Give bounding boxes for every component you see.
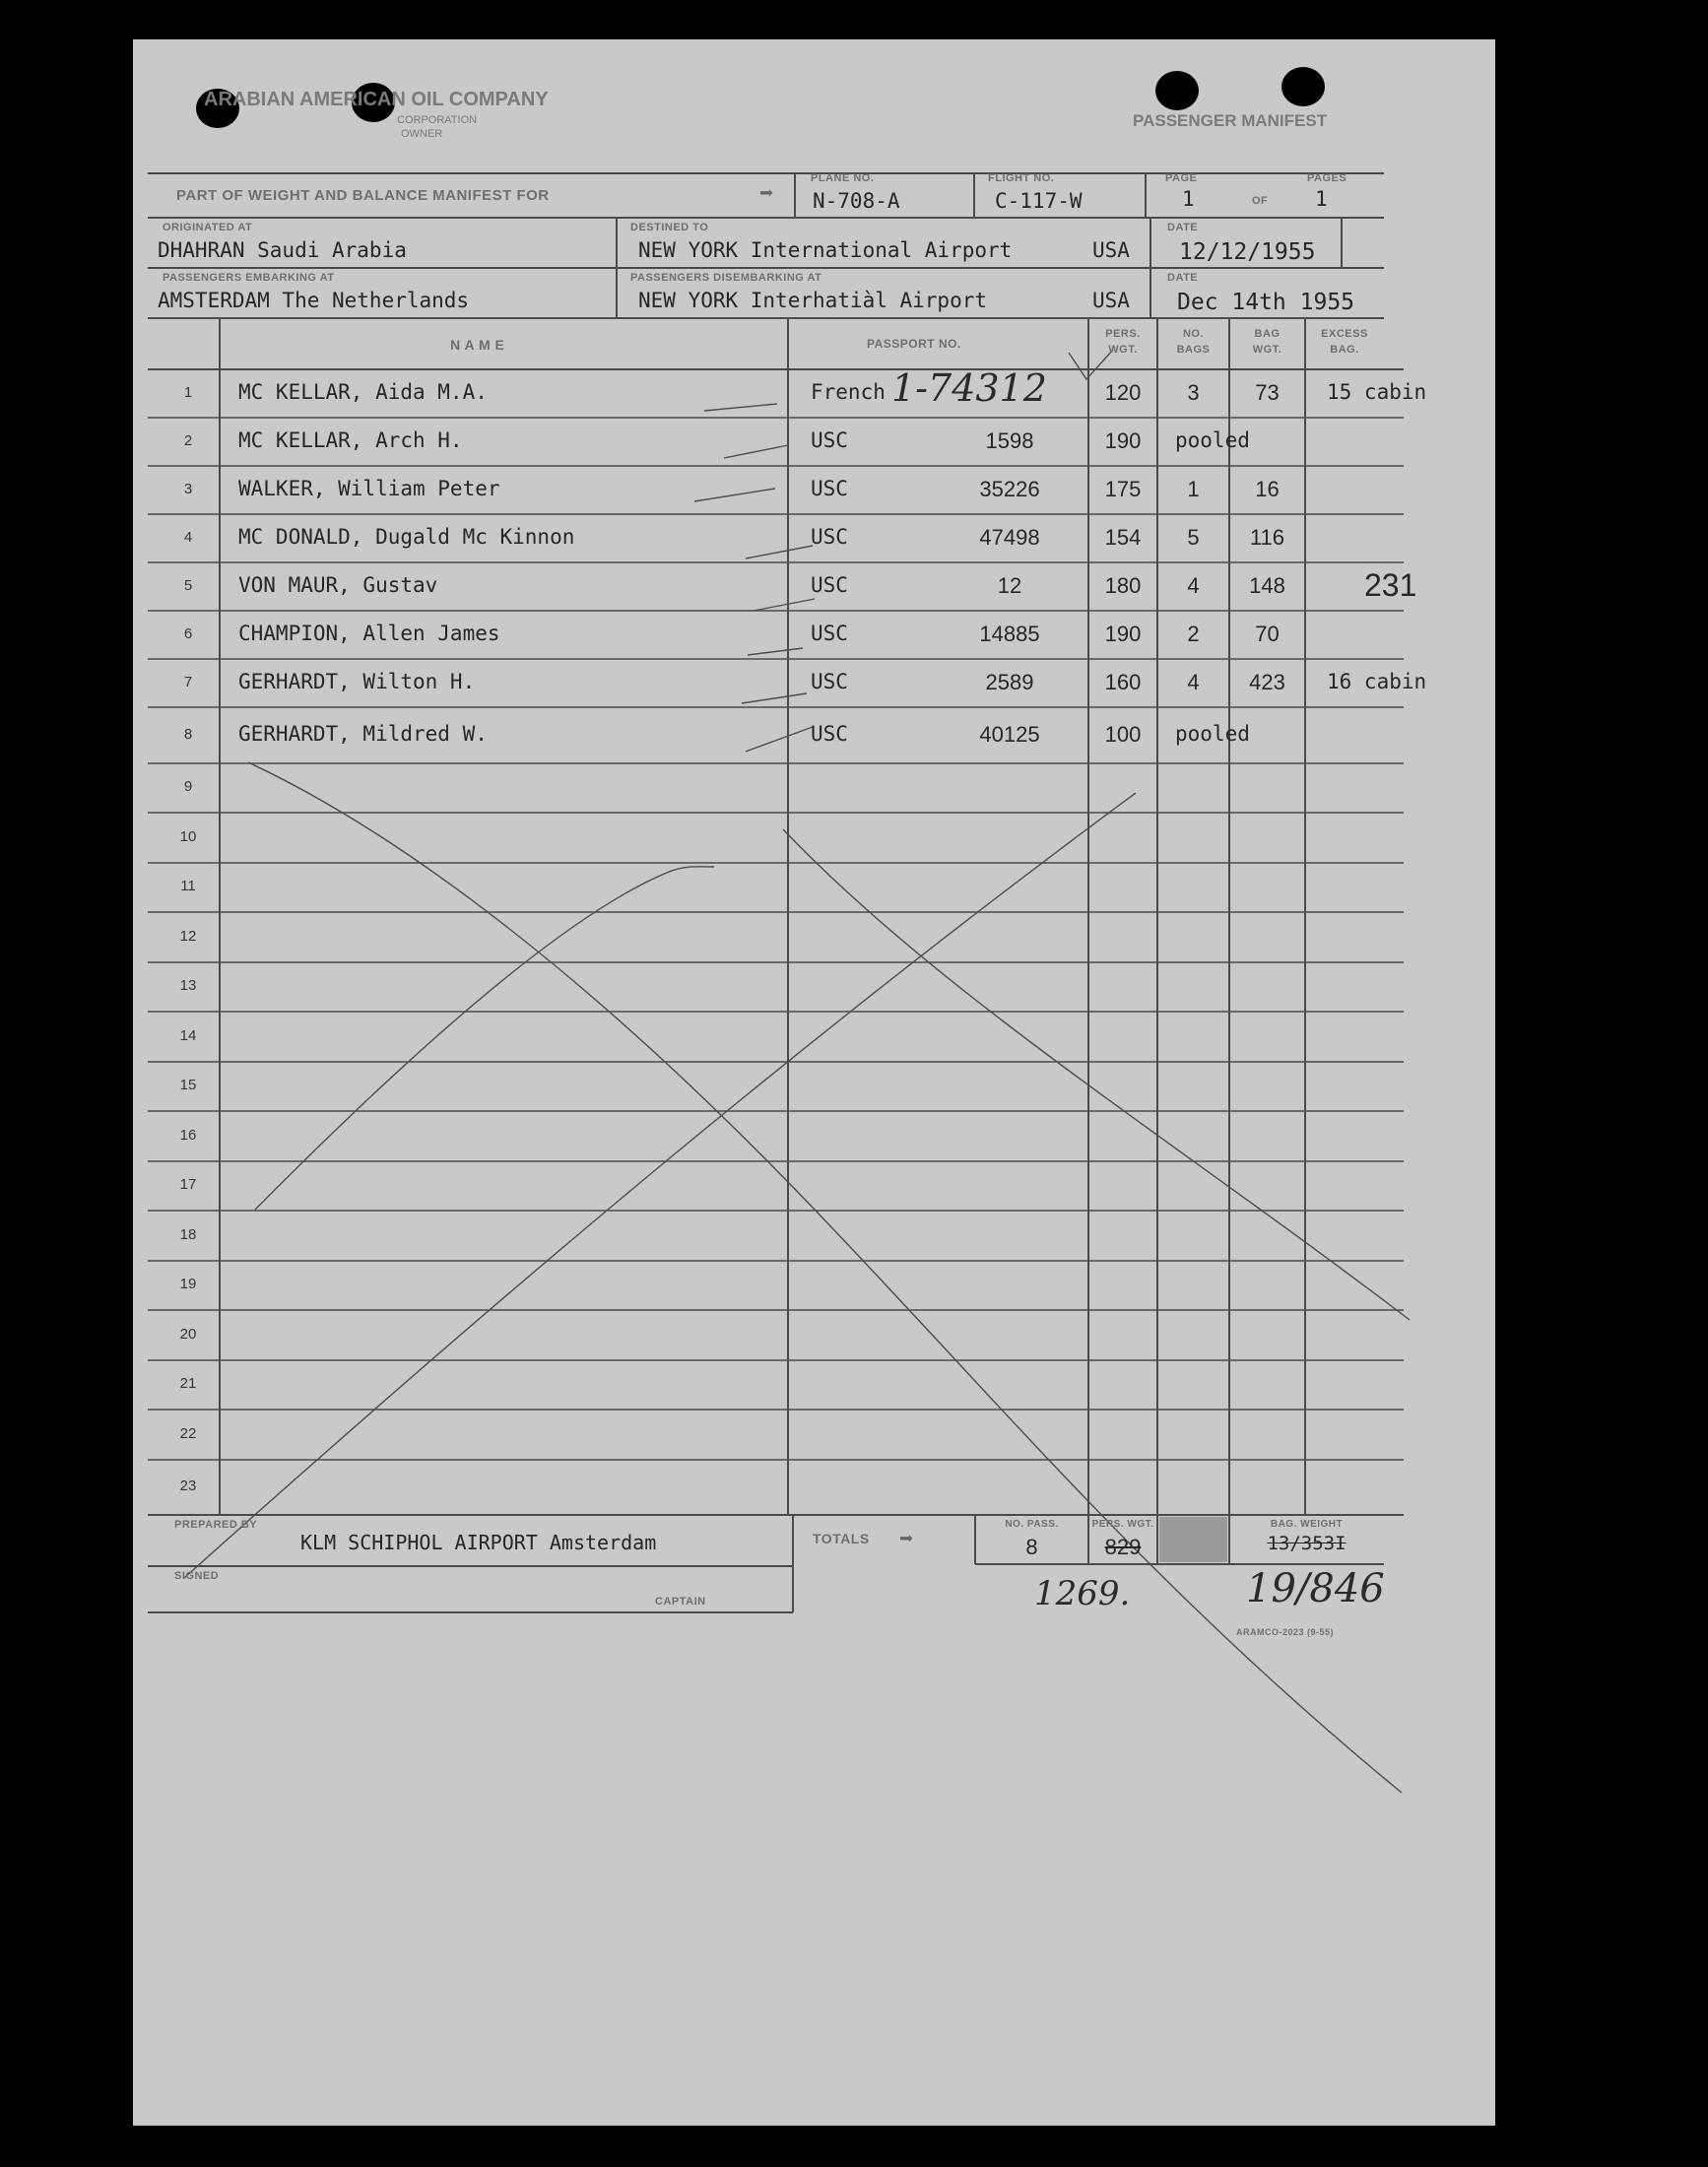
totals-label: TOTALS [813,1531,870,1546]
passenger-name: CHAMPION, Allen James [238,621,500,645]
row-number: 6 [183,624,193,642]
page-number: 1 [1182,187,1195,211]
personal-weight: 120 [1104,379,1142,405]
nationality: USC [811,621,848,645]
document-title: PASSENGER MANIFEST [1133,111,1328,130]
page-label: PAGE [1165,172,1198,184]
bag-count: 5 [1187,524,1200,550]
nationality: French [811,379,886,404]
part-of-label: PART OF WEIGHT AND BALANCE MANIFEST FOR [176,187,550,204]
passport-number: 1-74312 [891,365,1047,410]
personal-weight: 154 [1104,524,1142,550]
excess-baggage: 15 cabin [1327,379,1427,404]
row-number: 17 [179,1176,197,1193]
disembarking-country: USA [1092,289,1130,312]
passenger-name: GERHARDT, Mildred W. [238,721,488,746]
personal-weight: 190 [1104,621,1142,646]
col-no-bags-header-1: NO. [1182,328,1205,340]
row-number: 12 [179,927,197,945]
row-number: 22 [179,1424,197,1442]
of-label: OF [1252,195,1269,207]
bag-count: 4 [1187,572,1200,598]
row-number: 3 [183,480,193,497]
bag-weight: 423 [1249,669,1285,694]
company-name: ARABIAN AMERICAN OIL COMPANY [204,89,549,110]
destined-country: USA [1092,238,1130,262]
pers-wgt-label: PERS. WGT. [1091,1519,1154,1530]
pages-count: 1 [1315,187,1328,211]
passenger-name: MC DONALD, Dugald Mc Kinnon [238,524,575,549]
row-number: 4 [183,528,193,546]
nationality: USC [811,427,848,452]
passport-number: 40125 [979,721,1040,747]
bag-count: 2 [1187,621,1200,646]
disembarking-value: NEW YORK Interhatiàl Airport [638,289,988,312]
pooled-note: pooled [1175,427,1250,452]
date-value: 12/12/1955 [1179,239,1316,265]
col-excess-header-2: BAG. [1330,344,1359,356]
personal-weight: 190 [1104,427,1142,453]
destined-label: DESTINED TO [630,222,709,233]
bag-count: 1 [1187,476,1200,501]
passenger-name: MC KELLAR, Aida M.A. [238,379,488,404]
flight-no: C-117-W [995,189,1083,213]
row-number: 15 [179,1077,197,1093]
col-name-header: N A M E [450,337,505,353]
bag-weight: 70 [1255,621,1280,646]
passenger-name: WALKER, William Peter [238,476,500,500]
pooled-note: pooled [1175,721,1250,746]
row-number: 10 [179,827,197,845]
originated-value: DHAHRAN Saudi Arabia [158,238,407,262]
row-number: 13 [179,977,197,994]
passport-number: 14885 [979,621,1040,646]
row-number: 11 [180,878,196,894]
passenger-name: MC KELLAR, Arch H. [238,427,463,452]
disembarking-label: PASSENGERS DISEMBARKING AT [630,272,822,284]
pages-label: PAGES [1307,172,1347,184]
row-number: 19 [179,1276,197,1292]
passport-number: 2589 [985,669,1034,694]
date2-label: DATE [1167,272,1199,284]
bag-count: 3 [1187,379,1200,405]
no-pass-label: NO. PASS. [1005,1519,1059,1530]
excess-baggage: 16 cabin [1327,669,1427,693]
col-pers-wgt-header-1: PERS. [1105,328,1141,340]
passport-number: 47498 [979,524,1040,550]
nationality: USC [811,669,848,693]
row-number: 2 [183,431,193,449]
passport-number: 12 [997,572,1022,598]
plane-no-label: PLANE NO. [811,172,875,184]
col-no-bags-header-2: BAGS [1176,344,1211,356]
row-number: 7 [183,673,193,690]
total-bag-weight: 13/353I [1267,1533,1347,1554]
date2-value: Dec 14th 1955 [1177,290,1355,315]
passenger-name: VON MAUR, Gustav [238,572,438,597]
col-excess-header-1: EXCESS [1321,328,1368,340]
captain-label: CAPTAIN [655,1596,706,1608]
company-owner: OWNER [401,128,443,140]
arrow-right-icon: ➡ [899,1525,914,1552]
nationality: USC [811,476,848,500]
row-number: 18 [179,1225,197,1243]
personal-weight: 180 [1104,572,1142,598]
row-number: 5 [183,576,193,594]
signed-label: SIGNED [174,1570,220,1582]
row-number: 1 [183,383,193,401]
row-number: 16 [179,1126,197,1144]
pencil-marks [184,350,1410,1793]
bag-weight: 73 [1255,379,1280,405]
handwritten-bag-total: 19/846 [1246,1566,1385,1611]
embarking-value: AMSTERDAM The Netherlands [158,289,470,312]
personal-weight: 100 [1104,721,1142,747]
date-label: DATE [1167,222,1199,233]
total-passengers: 8 [1025,1535,1038,1559]
nationality: USC [811,524,848,549]
embarking-label: PASSENGERS EMBARKING AT [163,272,335,284]
destined-value: NEW YORK International Airport [638,238,1013,262]
col-pers-wgt-header-2: WGT. [1108,344,1138,356]
flight-no-label: FLIGHT NO. [988,172,1055,184]
bag-weight-label: BAG. WEIGHT [1270,1519,1344,1530]
row-number: 20 [179,1325,197,1343]
passenger-name: GERHARDT, Wilton H. [238,669,476,693]
nationality: USC [811,721,848,746]
passport-number: 35226 [979,476,1040,501]
row-number: 9 [183,778,193,795]
manifest-sheet [133,39,1495,2126]
form-number: ARAMCO-2023 (9-55) [1236,1627,1335,1637]
personal-weight: 160 [1104,669,1142,694]
handwritten-pers-total: 1269. [1034,1574,1131,1613]
personal-weight: 175 [1104,476,1142,501]
total-pers-weight: 829 [1104,1535,1142,1559]
passport-number: 1598 [985,427,1034,453]
col-bag-wgt-header-2: WGT. [1252,344,1282,356]
prepared-label: PREPARED BY [174,1519,258,1531]
arrow-right-icon: ➡ [759,179,774,207]
prepared-value: KLM SCHIPHOL AIRPORT Amsterdam [300,1531,657,1554]
row-number: 23 [179,1478,197,1494]
plane-no: N-708-A [813,189,900,213]
bag-count: 4 [1187,669,1200,694]
bag-weight: 16 [1255,476,1280,501]
row-number: 8 [183,725,193,743]
bag-weight: 116 [1249,524,1285,550]
row-number: 21 [179,1375,197,1392]
excess-baggage: 231 [1364,566,1417,603]
nationality: USC [811,572,848,597]
originated-label: ORIGINATED AT [163,222,253,233]
col-passport-header: PASSPORT NO. [867,337,961,351]
company-corporation: CORPORATION [397,114,478,126]
col-bag-wgt-header-1: BAG [1254,328,1281,340]
bag-weight: 148 [1249,572,1285,598]
row-number: 14 [179,1026,197,1044]
